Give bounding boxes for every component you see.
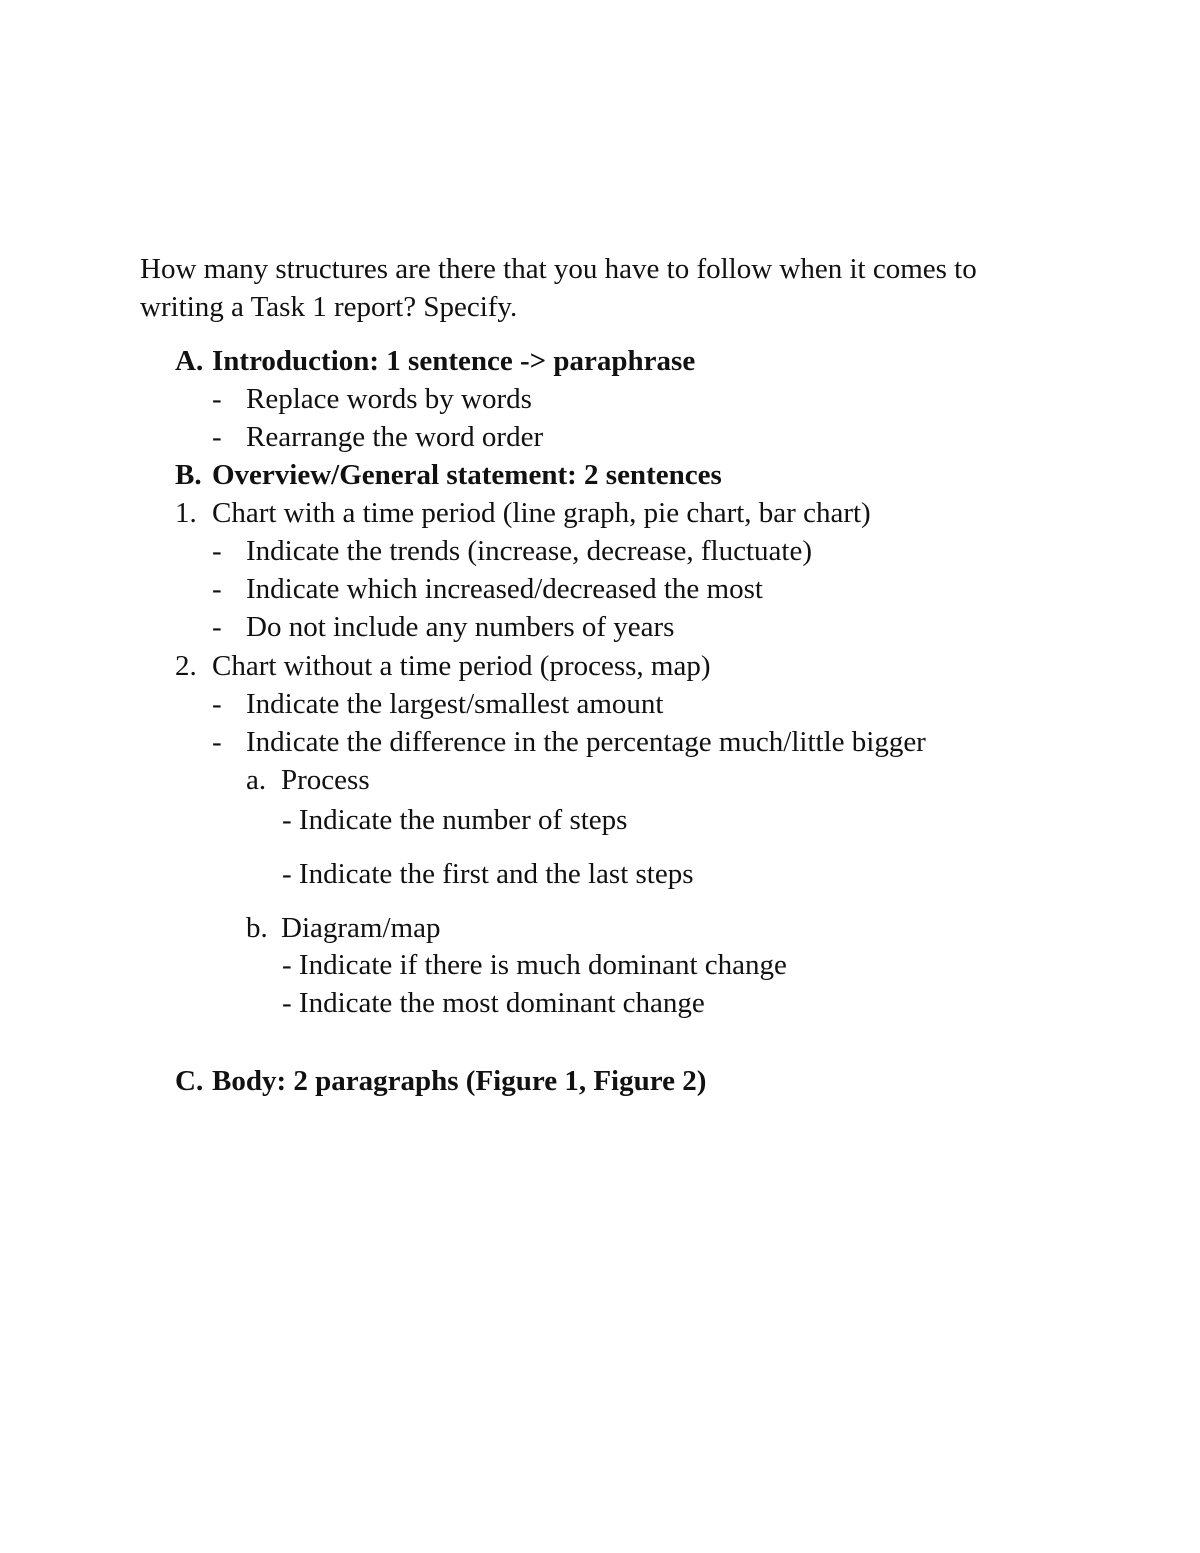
- section-a-bullet: Rearrange the word order: [246, 421, 544, 453]
- item-1-bullet: Indicate which increased/decreased the most: [246, 573, 763, 605]
- section-a-marker: A.: [175, 345, 204, 377]
- section-c-marker: C.: [175, 1065, 204, 1097]
- section-b-title: Overview/General statement: 2 sentences: [212, 459, 722, 491]
- bullet-dash: -: [212, 421, 222, 453]
- subitem-a-text: Process: [281, 764, 370, 796]
- item-2-marker: 2.: [175, 650, 197, 682]
- subitem-b-text: Diagram/map: [281, 912, 441, 944]
- question-line-2: writing a Task 1 report? Specify.: [140, 291, 518, 323]
- bullet-dash: -: [212, 383, 222, 415]
- section-b-marker: B.: [175, 459, 202, 491]
- section-c-title: Body: 2 paragraphs (Figure 1, Figure 2): [212, 1065, 707, 1097]
- section-a-bullet: Replace words by words: [246, 383, 532, 415]
- item-2-bullet: Indicate the largest/smallest amount: [246, 688, 664, 720]
- subitem-a-note: - Indicate the number of steps: [282, 804, 628, 836]
- bullet-dash: -: [212, 611, 222, 643]
- bullet-dash: -: [212, 726, 222, 758]
- subitem-a-marker: a.: [246, 764, 267, 796]
- subitem-b-note: - Indicate the most dominant change: [282, 987, 705, 1019]
- item-2-bullet: Indicate the difference in the percentage much/little bigger: [246, 726, 926, 758]
- subitem-a-note: - Indicate the first and the last steps: [282, 858, 694, 890]
- subitem-b-marker: b.: [246, 912, 268, 944]
- bullet-dash: -: [212, 688, 222, 720]
- question-line-1: How many structures are there that you have to follow when it comes to: [140, 253, 977, 285]
- item-1-bullet: Do not include any numbers of years: [246, 611, 675, 643]
- subitem-b-note: - Indicate if there is much dominant change: [282, 949, 787, 981]
- item-2-text: Chart without a time period (process, map): [212, 650, 711, 682]
- bullet-dash: -: [212, 573, 222, 605]
- item-1-bullet: Indicate the trends (increase, decrease, fluctuate): [246, 535, 812, 567]
- section-a-title: Introduction: 1 sentence -> paraphrase: [212, 345, 696, 377]
- item-1-marker: 1.: [175, 497, 197, 529]
- bullet-dash: -: [212, 535, 222, 567]
- item-1-text: Chart with a time period (line graph, pie chart, bar chart): [212, 497, 871, 529]
